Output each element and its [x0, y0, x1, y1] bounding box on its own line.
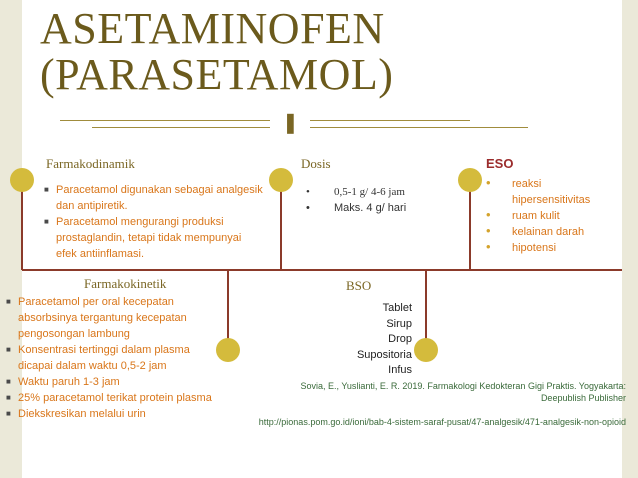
list-item: • hipotensi: [486, 240, 602, 256]
farmakokinetik-list: [6, 294, 214, 422]
title-rule-right-top: [310, 120, 470, 121]
farmakodinamik-list: [44, 182, 264, 262]
list-item: ■ Diekskresikan melalui urin: [6, 406, 214, 422]
list-item: ■ 25% paracetamol terikat protein plasma: [6, 390, 214, 406]
ornament-icon: ❚: [282, 110, 299, 134]
list-item: • kelainan darah: [486, 224, 602, 240]
list-item: • 0,5-1 g/ 4-6 jam: [306, 184, 466, 200]
eso-list: [486, 176, 602, 256]
reference-citation: Sovia, E., Yuslianti, E. R. 2019. Farmakologi Kedokteran Gigi Praktis. Yogyakarta: Deepublish Publisher: [300, 381, 626, 403]
list-item: ■ Waktu paruh 1-3 jam: [6, 374, 214, 390]
slide-title: [40, 6, 393, 98]
list-item: ■ Paracetamol mengurangi produksi prostaglandin, tetapi tidak mempunyai efek antiinflamasi.: [44, 214, 264, 262]
bso-list: [357, 301, 412, 379]
title-line-2: (PARASETAMOL): [40, 50, 394, 99]
timeline-dot-farmakodinamik: [10, 168, 34, 192]
connector-farmakokinetik: [227, 270, 229, 348]
title-line-1: ASETAMINOFEN: [40, 4, 385, 53]
timeline-dot-farmakokinetik: [216, 338, 240, 362]
list-item: ■ Paracetamol digunakan sebagai analgesik dan antipiretik.: [44, 182, 264, 214]
title-rule-left-bottom: [92, 127, 270, 128]
title-rule-right-bottom: [310, 127, 528, 128]
dosis-heading: Dosis: [301, 156, 331, 171]
bso-heading: BSO: [346, 278, 372, 293]
farmakodinamik-heading: Farmakodinamik: [46, 156, 135, 171]
timeline-line: [22, 269, 622, 271]
list-item: • Maks. 4 g/ hari: [306, 200, 466, 216]
list-item: • ruam kulit: [486, 208, 602, 224]
connector-bso: [425, 270, 427, 348]
timeline-dot-dosis: [269, 168, 293, 192]
farmakokinetik-heading: Farmakokinetik: [84, 276, 167, 291]
timeline-dot-bso: [414, 338, 438, 362]
list-item: Infus: [388, 364, 412, 376]
list-item: Supositoria: [356, 348, 412, 361]
list-item: Tablet: [382, 302, 412, 314]
reference-url[interactable]: http://pionas.pom.go.id/ioni/bab-4-sistem-saraf-pusat/47-analgesik/471-analgesik-non-opioid: [258, 417, 626, 427]
dosis-list: [306, 184, 466, 216]
list-item: ■ Paracetamol per oral kecepatan absorbsinya tergantung kecepatan pengosongan lambung: [6, 294, 214, 342]
list-item: Drop: [388, 333, 412, 345]
list-item: Sirup: [386, 317, 412, 330]
list-item: ■ Konsentrasi tertinggi dalam plasma dicapai dalam waktu 0,5-2 jam: [6, 342, 214, 374]
title-rule-left-top: [60, 120, 270, 121]
eso-heading: ESO: [486, 156, 514, 171]
list-item: • reaksi hipersensitivitas: [486, 176, 602, 208]
